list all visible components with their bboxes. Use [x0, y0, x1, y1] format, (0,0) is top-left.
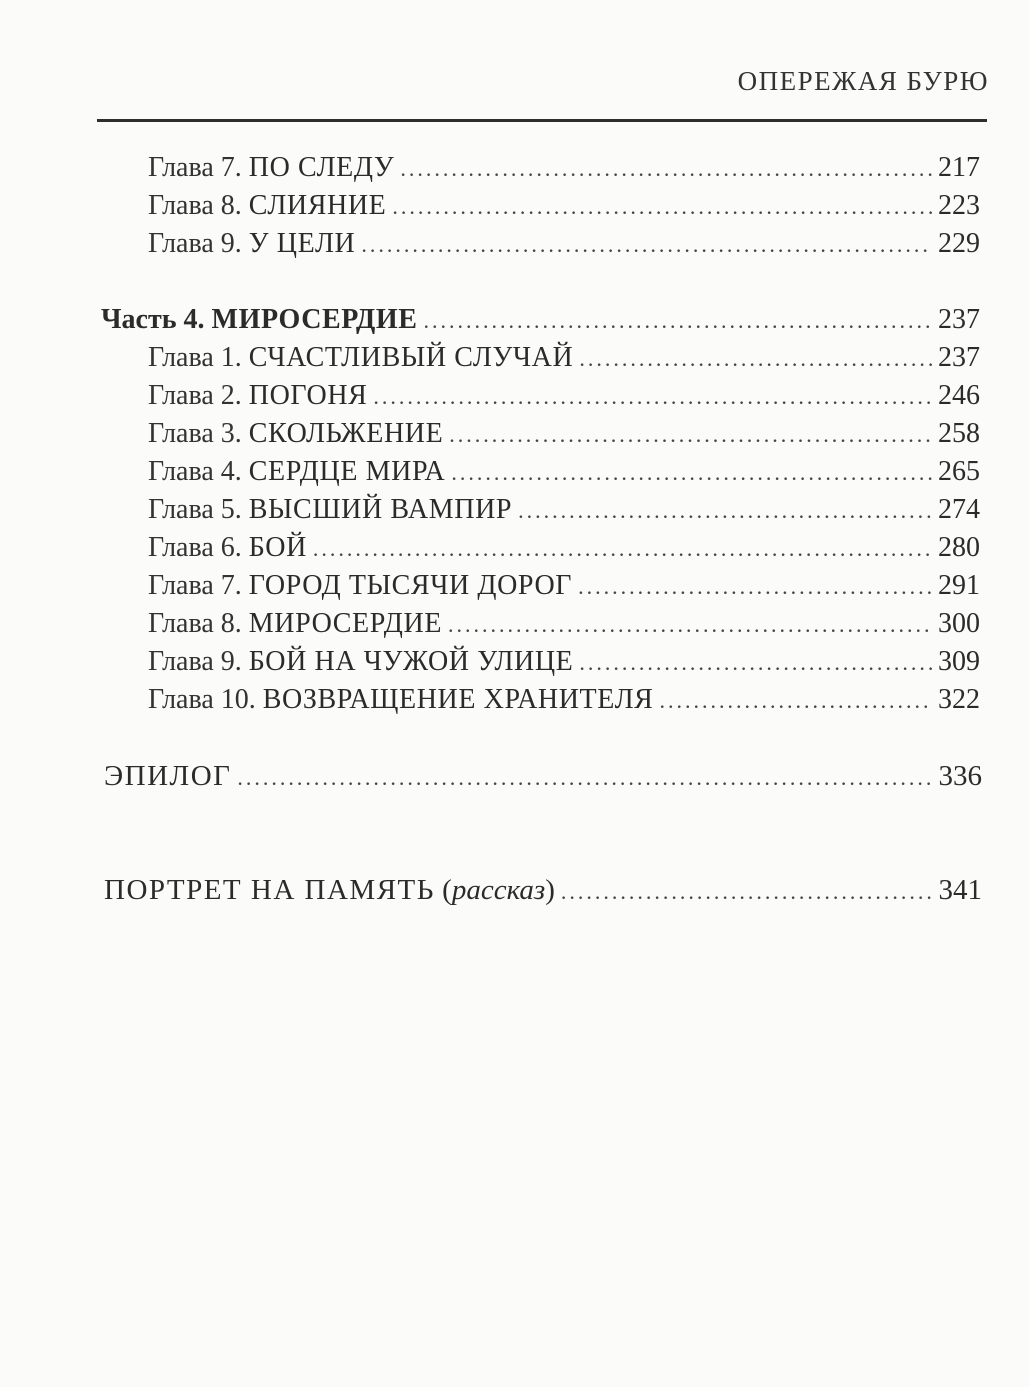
- page-number: 258: [938, 418, 980, 449]
- toc-part-heading[interactable]: [101, 304, 980, 342]
- page-number: 322: [938, 684, 980, 715]
- dot-leader: [518, 498, 932, 524]
- chapter-title: ПО СЛЕДУ: [248, 152, 395, 183]
- toc-entry[interactable]: [148, 228, 980, 266]
- dot-leader: [313, 536, 932, 562]
- chapter-title: ВОЗВРАЩЕНИЕ ХРАНИТЕЛЯ: [262, 684, 654, 715]
- story-title: ПОРТРЕТ НА ПАМЯТЬ: [104, 874, 435, 906]
- toc-entry[interactable]: [148, 494, 980, 532]
- page-number: 336: [938, 760, 982, 792]
- dot-leader: [579, 346, 932, 372]
- chapter-number: Глава 3.: [148, 418, 242, 449]
- chapter-number: Глава 1.: [148, 342, 242, 373]
- dot-leader: [448, 612, 932, 638]
- dot-leader: [449, 422, 932, 448]
- toc-entry[interactable]: [148, 532, 980, 570]
- page-number: 229: [938, 228, 980, 259]
- page-number: 246: [938, 380, 980, 411]
- chapter-title: ВЫСШИЙ ВАМПИР: [248, 494, 513, 525]
- toc-entry[interactable]: [148, 456, 980, 494]
- toc-entry[interactable]: [148, 342, 980, 380]
- chapter-number: Глава 2.: [148, 380, 242, 411]
- toc-entry[interactable]: [148, 152, 980, 190]
- page-number: 309: [938, 646, 980, 677]
- toc-entry[interactable]: [148, 646, 980, 684]
- chapter-title: БОЙ: [248, 532, 307, 563]
- toc-entry[interactable]: [148, 570, 980, 608]
- page-number: 341: [938, 874, 982, 906]
- page-number: 274: [938, 494, 980, 525]
- dot-leader: [392, 194, 932, 220]
- chapter-number: Глава 5.: [148, 494, 242, 525]
- chapter-title: СЛИЯНИЕ: [248, 190, 387, 221]
- toc-epilogue[interactable]: [104, 760, 982, 798]
- chapter-title: ГОРОД ТЫСЯЧИ ДОРОГ: [248, 570, 573, 601]
- chapter-title: СЕРДЦЕ МИРА: [248, 456, 446, 487]
- page-number: 280: [938, 532, 980, 563]
- dot-leader: [373, 384, 932, 410]
- chapter-title: У ЦЕЛИ: [248, 228, 356, 259]
- toc-entry[interactable]: [148, 418, 980, 456]
- toc-entry[interactable]: [148, 684, 980, 722]
- chapter-number: Глава 4.: [148, 456, 242, 487]
- dot-leader: [424, 308, 932, 334]
- chapter-title: БОЙ НА ЧУЖОЙ УЛИЦЕ: [248, 646, 574, 677]
- chapter-number: Глава 7.: [148, 570, 242, 601]
- running-head: ОПЕРЕЖАЯ БУРЮ: [737, 66, 989, 96]
- dot-leader: [400, 156, 932, 182]
- header-rule: [97, 119, 987, 122]
- dot-leader: [578, 574, 932, 600]
- dot-leader: [361, 232, 932, 258]
- dot-leader: [579, 650, 932, 676]
- chapter-number: Глава 7.: [148, 152, 242, 183]
- page-number: 223: [938, 190, 980, 221]
- chapter-number: Глава 6.: [148, 532, 242, 563]
- toc-entry[interactable]: [148, 608, 980, 646]
- story-note: рассказ: [451, 874, 546, 906]
- chapter-number: Глава 9.: [148, 228, 242, 259]
- chapter-title: ПОГОНЯ: [248, 380, 368, 411]
- dot-leader: [237, 765, 932, 791]
- toc-story[interactable]: ПОРТРЕТ НА ПАМЯТЬ (рассказ) ..... 341: [104, 874, 982, 912]
- chapter-title: МИРОСЕРДИЕ: [248, 608, 443, 639]
- chapter-number: Глава 9.: [148, 646, 242, 677]
- toc-entry[interactable]: [148, 380, 980, 418]
- page-number: 237: [938, 304, 980, 335]
- chapter-number: Глава 8.: [148, 190, 242, 221]
- part-title: МИРОСЕРДИЕ: [211, 304, 418, 335]
- page-number: 291: [938, 570, 980, 601]
- page-number: 237: [938, 342, 980, 373]
- page-number: 217: [938, 152, 980, 183]
- part-number: Часть 4.: [101, 304, 205, 335]
- epilogue-title: ЭПИЛОГ: [104, 760, 232, 792]
- chapter-number: Глава 8.: [148, 608, 242, 639]
- dot-leader: [561, 879, 933, 905]
- dot-leader: [451, 460, 932, 486]
- page-number: 300: [938, 608, 980, 639]
- chapter-title: СЧАСТЛИВЫЙ СЛУЧАЙ: [248, 342, 574, 373]
- page-number: 265: [938, 456, 980, 487]
- dot-leader: [659, 688, 932, 714]
- chapter-number: Глава 10.: [148, 684, 256, 715]
- toc-entry[interactable]: [148, 190, 980, 228]
- chapter-title: СКОЛЬЖЕНИЕ: [248, 418, 444, 449]
